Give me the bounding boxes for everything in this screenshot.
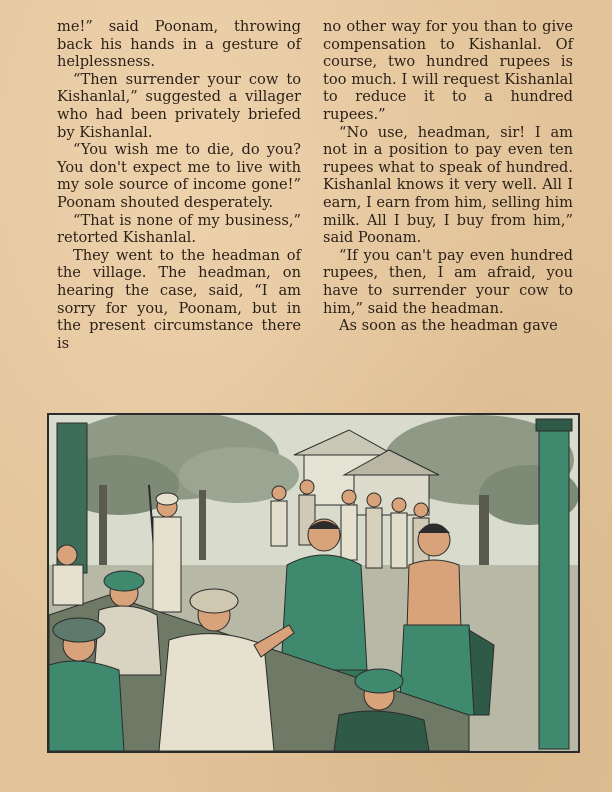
story-column-left — [57, 18, 301, 352]
paragraph: “Then surrender your cow to Kishanlal,” suggested a villager who had been privately briefed by Kishanlal. — [57, 70, 301, 141]
story-illustration — [47, 413, 580, 753]
paragraph: me!” said Poonam, throwing back his hands in a gesture of helplessness. — [57, 18, 301, 71]
paragraph: “If you can't pay even hundred rupees, then, I am afraid, you have to surrender your cow to him,” said the headman. — [323, 246, 573, 317]
illustration-drawing — [49, 415, 578, 751]
paragraph: As soon as the headman gave — [339, 317, 558, 335]
paragraph: “No use, headman, sir! I am not in a position to pay even ten rupees what to speak of hundred. Kishanlal knows it very well. All I earn, I earn from him, selling him milk. All I buy, I buy from him,” said Poonam. — [323, 123, 573, 247]
pillar-right — [536, 419, 572, 749]
paragraph: no other way for you than to give compensation to Kishanlal. Of course, two hundred rupees is too much. I will request Kishanlal to reduce it to a hundred rupees.” — [323, 18, 573, 123]
paragraph: They went to the headman of the village. The headman, on hearing the case, said, “I am sorry for you, Poonam, but in the present circumstance there is — [57, 246, 301, 352]
paragraph: “That is none of my business,” retorted Kishanlal. — [57, 211, 301, 247]
paragraph: “You wish me to die, do you? You don't expect me to live with my sole source of income gone!” Poonam shouted desperately. — [57, 141, 301, 211]
story-column-right — [323, 18, 573, 335]
